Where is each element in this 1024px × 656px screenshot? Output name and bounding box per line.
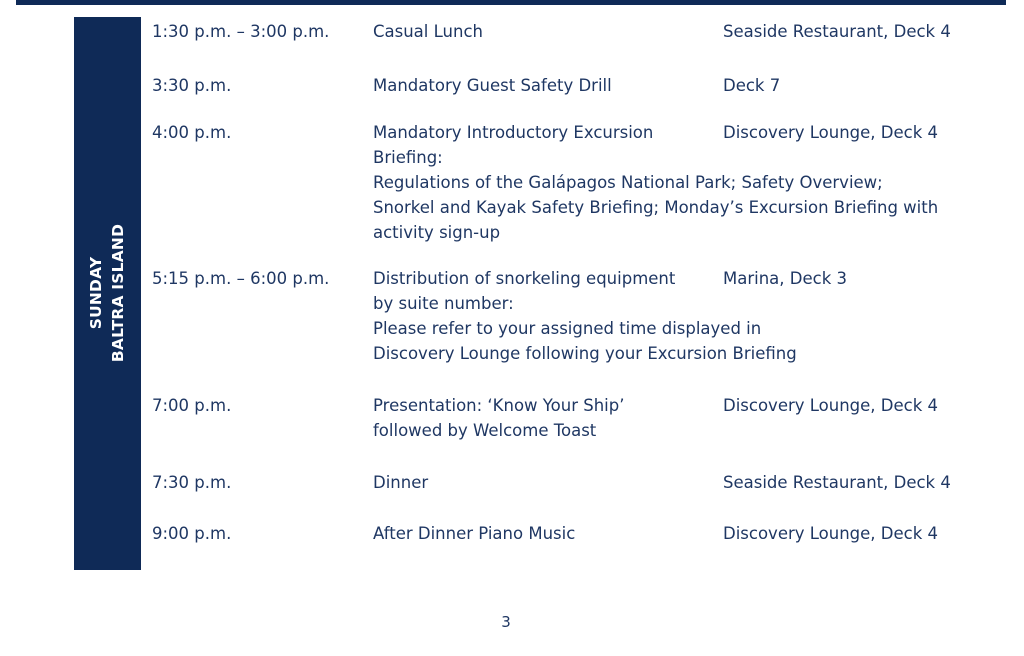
event-line: Mandatory Guest Safety Drill	[373, 76, 612, 95]
event-line: Distribution of snorkeling equipment	[373, 269, 676, 288]
day-place: BALTRA ISLAND	[109, 223, 127, 363]
top-rule	[16, 0, 1006, 5]
event-time: 3:30 p.m.	[152, 76, 232, 95]
event-time: 7:30 p.m.	[152, 473, 232, 492]
event-line: After Dinner Piano Music	[373, 524, 576, 543]
day-weekday: SUNDAY	[87, 256, 105, 330]
event-line: activity sign-up	[373, 223, 501, 242]
event-line: Please refer to your assigned time displayed in	[373, 319, 762, 338]
event-location: Seaside Restaurant, Deck 4	[723, 473, 951, 492]
event-location: Marina, Deck 3	[723, 269, 847, 288]
event-time: 7:00 p.m.	[152, 396, 232, 415]
event-time: 9:00 p.m.	[152, 524, 232, 543]
page-number: 3	[501, 613, 511, 631]
event-line: Mandatory Introductory Excursion	[373, 123, 654, 142]
day-label	[85, 224, 129, 362]
event-location: Seaside Restaurant, Deck 4	[723, 22, 951, 41]
event-line: Snorkel and Kayak Safety Briefing; Monday’s Excursion Briefing with	[373, 198, 939, 217]
event-line: Dinner	[373, 473, 429, 492]
event-line: followed by Welcome Toast	[373, 421, 597, 440]
event-location: Discovery Lounge, Deck 4	[723, 123, 939, 142]
event-time: 1:30 p.m. – 3:00 p.m.	[152, 22, 330, 41]
event-line: Casual Lunch	[373, 22, 483, 41]
event-line: Presentation: ‘Know Your Ship’	[373, 396, 625, 415]
event-line: Discovery Lounge following your Excursion Briefing	[373, 344, 797, 363]
event-line: Briefing:	[373, 148, 443, 167]
event-time: 5:15 p.m. – 6:00 p.m.	[152, 269, 330, 288]
event-line: Regulations of the Galápagos National Park; Safety Overview;	[373, 173, 883, 192]
event-location: Discovery Lounge, Deck 4	[723, 524, 939, 543]
event-location: Discovery Lounge, Deck 4	[723, 396, 939, 415]
event-line: by suite number:	[373, 294, 514, 313]
event-time: 4:00 p.m.	[152, 123, 232, 142]
event-location: Deck 7	[723, 76, 781, 95]
